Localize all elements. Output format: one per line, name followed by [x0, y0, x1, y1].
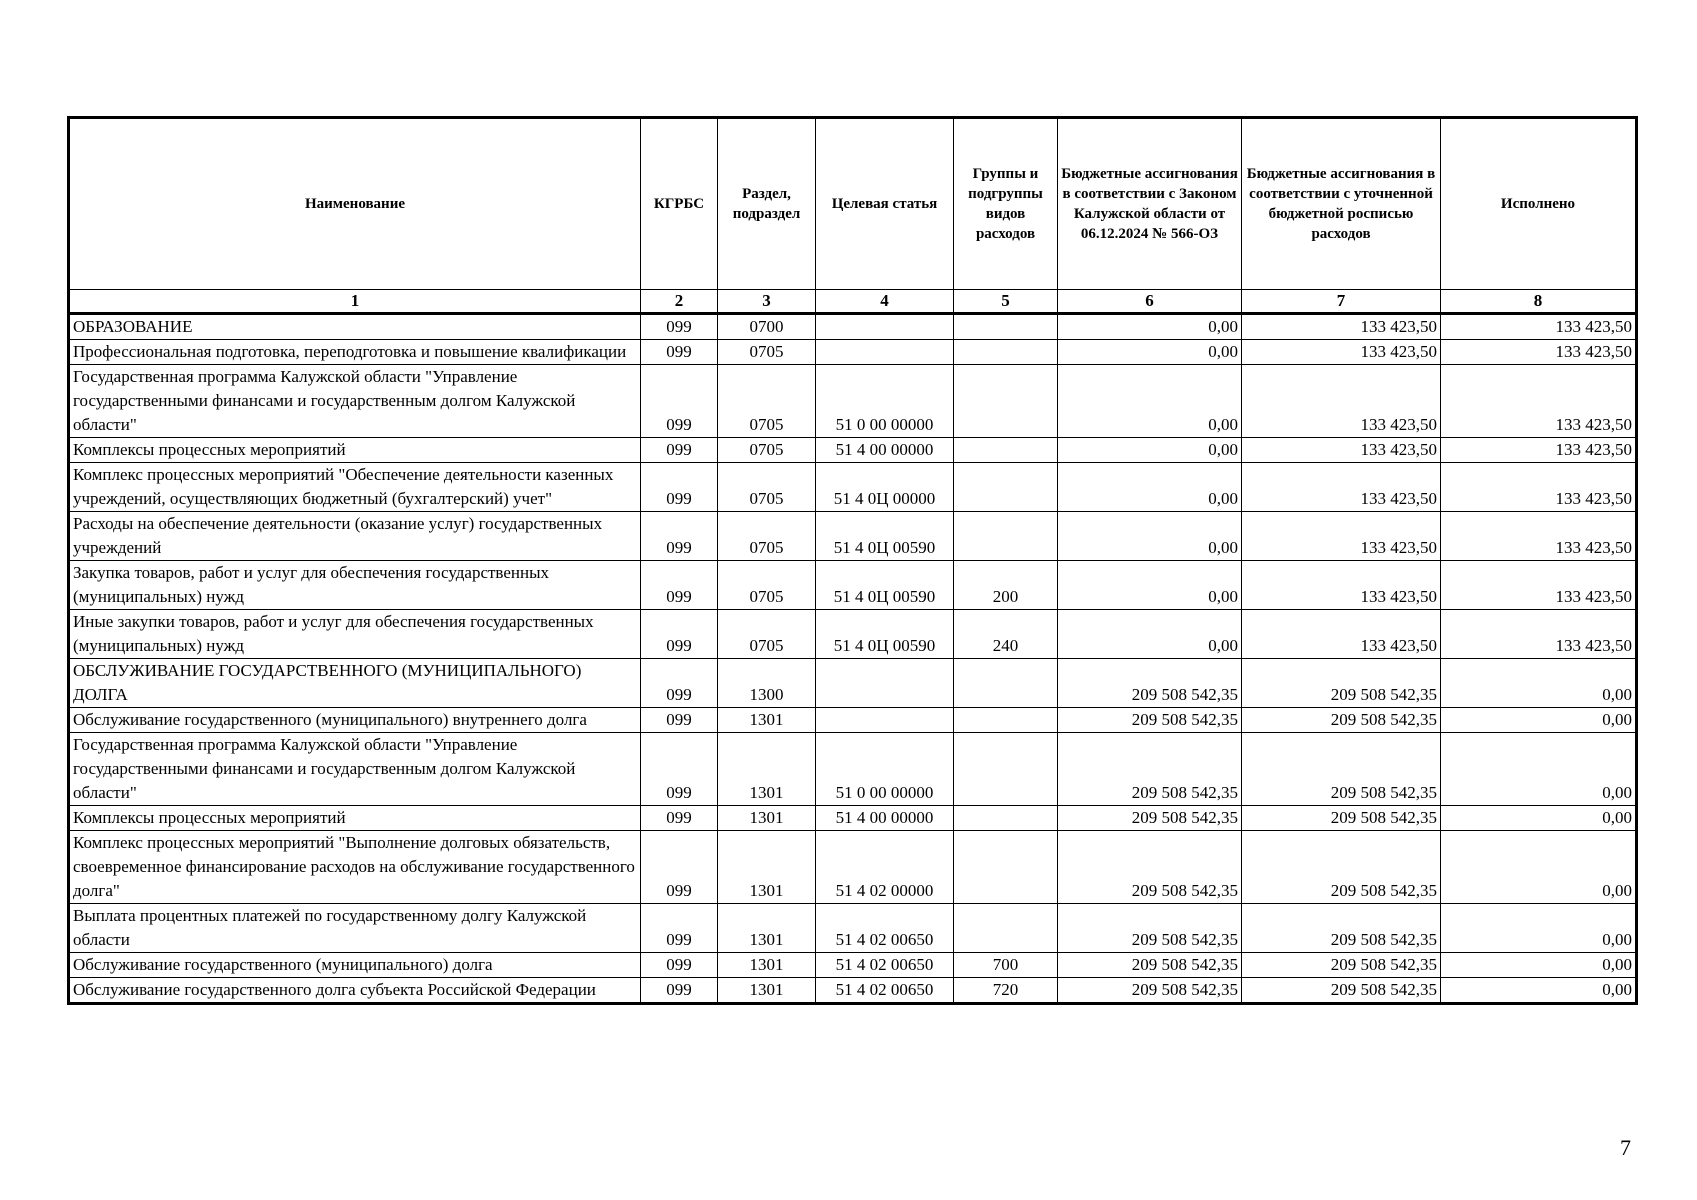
row-name-cell: Профессиональная подготовка, переподготовка и повышение квалификации — [69, 340, 641, 365]
executed-cell: 133 423,50 — [1441, 610, 1637, 659]
row-name-cell: Обслуживание государственного долга субъекта Российской Федерации — [69, 978, 641, 1004]
target-article-cell: 51 4 00 00000 — [816, 806, 954, 831]
expense-group-cell — [954, 806, 1058, 831]
executed-cell: 0,00 — [1441, 953, 1637, 978]
revised-allocation-cell: 209 508 542,35 — [1242, 733, 1441, 806]
executed-cell: 0,00 — [1441, 978, 1637, 1004]
row-name-cell: Обслуживание государственного (муниципального) долга — [69, 953, 641, 978]
table-row — [69, 831, 1637, 904]
revised-allocation-cell: 209 508 542,35 — [1242, 953, 1441, 978]
expense-group-cell: 720 — [954, 978, 1058, 1004]
section-cell: 1301 — [718, 733, 816, 806]
row-name-cell: Комплекс процессных мероприятий "Выполнение долговых обязательств, своевременное финансирование расходов на обслуживание государственного долга" — [69, 831, 641, 904]
expense-group-cell: 240 — [954, 610, 1058, 659]
row-name-cell: ОБРАЗОВАНИЕ — [69, 314, 641, 340]
column-header: Наименование — [69, 118, 641, 290]
revised-allocation-cell: 133 423,50 — [1242, 340, 1441, 365]
target-article-cell — [816, 314, 954, 340]
column-header: Бюджетные ассигнования в соответствии с Законом Калужской области от 06.12.2024 № 566-ОЗ — [1058, 118, 1242, 290]
revised-allocation-cell: 133 423,50 — [1242, 463, 1441, 512]
revised-allocation-cell: 133 423,50 — [1242, 610, 1441, 659]
executed-cell: 0,00 — [1441, 831, 1637, 904]
target-article-cell — [816, 708, 954, 733]
law-allocation-cell: 209 508 542,35 — [1058, 708, 1242, 733]
section-cell: 0705 — [718, 610, 816, 659]
executed-cell: 133 423,50 — [1441, 365, 1637, 438]
revised-allocation-cell: 209 508 542,35 — [1242, 831, 1441, 904]
column-header: Исполнено — [1441, 118, 1637, 290]
law-allocation-cell: 209 508 542,35 — [1058, 733, 1242, 806]
column-number-row — [69, 290, 1637, 314]
table-row — [69, 438, 1637, 463]
table-row — [69, 314, 1637, 340]
target-article-cell: 51 4 02 00650 — [816, 904, 954, 953]
target-article-cell: 51 4 00 00000 — [816, 438, 954, 463]
expense-group-cell — [954, 659, 1058, 708]
table-row — [69, 806, 1637, 831]
column-header: Группы и подгруппы видов расходов — [954, 118, 1058, 290]
column-number: 4 — [816, 290, 954, 314]
column-number: 5 — [954, 290, 1058, 314]
kgrbs-cell: 099 — [641, 463, 718, 512]
target-article-cell: 51 4 02 00650 — [816, 953, 954, 978]
section-cell: 0705 — [718, 365, 816, 438]
executed-cell: 133 423,50 — [1441, 314, 1637, 340]
expense-group-cell — [954, 831, 1058, 904]
row-name-cell: Выплата процентных платежей по государственному долгу Калужской области — [69, 904, 641, 953]
kgrbs-cell: 099 — [641, 438, 718, 463]
column-header: Бюджетные ассигнования в соответствии с уточненной бюджетной росписью расходов — [1242, 118, 1441, 290]
revised-allocation-cell: 133 423,50 — [1242, 438, 1441, 463]
kgrbs-cell: 099 — [641, 365, 718, 438]
kgrbs-cell: 099 — [641, 953, 718, 978]
executed-cell: 133 423,50 — [1441, 438, 1637, 463]
law-allocation-cell: 0,00 — [1058, 512, 1242, 561]
row-name-cell: Государственная программа Калужской области "Управление государственными финансами и государственным долгом Калужской области" — [69, 733, 641, 806]
kgrbs-cell: 099 — [641, 708, 718, 733]
row-name-cell: ОБСЛУЖИВАНИЕ ГОСУДАРСТВЕННОГО (МУНИЦИПАЛЬНОГО) ДОЛГА — [69, 659, 641, 708]
section-cell: 1300 — [718, 659, 816, 708]
expense-group-cell — [954, 314, 1058, 340]
section-cell: 0705 — [718, 512, 816, 561]
row-name-cell: Расходы на обеспечение деятельности (оказание услуг) государственных учреждений — [69, 512, 641, 561]
expense-group-cell — [954, 733, 1058, 806]
kgrbs-cell: 099 — [641, 978, 718, 1004]
row-name-cell: Государственная программа Калужской области "Управление государственными финансами и государственным долгом Калужской области" — [69, 365, 641, 438]
law-allocation-cell: 0,00 — [1058, 438, 1242, 463]
column-header: Целевая статья — [816, 118, 954, 290]
section-cell: 1301 — [718, 904, 816, 953]
target-article-cell: 51 4 0Ц 00590 — [816, 512, 954, 561]
section-cell: 1301 — [718, 978, 816, 1004]
table-row — [69, 512, 1637, 561]
target-article-cell: 51 0 00 00000 — [816, 733, 954, 806]
table-body — [69, 314, 1637, 1004]
expense-group-cell — [954, 438, 1058, 463]
expense-group-cell — [954, 708, 1058, 733]
expense-group-cell — [954, 463, 1058, 512]
table-row — [69, 733, 1637, 806]
kgrbs-cell: 099 — [641, 659, 718, 708]
column-number: 1 — [69, 290, 641, 314]
kgrbs-cell: 099 — [641, 561, 718, 610]
row-name-cell: Обслуживание государственного (муниципального) внутреннего долга — [69, 708, 641, 733]
law-allocation-cell: 209 508 542,35 — [1058, 904, 1242, 953]
expense-group-cell — [954, 512, 1058, 561]
law-allocation-cell: 0,00 — [1058, 365, 1242, 438]
law-allocation-cell: 209 508 542,35 — [1058, 659, 1242, 708]
executed-cell: 0,00 — [1441, 659, 1637, 708]
executed-cell: 0,00 — [1441, 904, 1637, 953]
table-row — [69, 463, 1637, 512]
table-row — [69, 340, 1637, 365]
executed-cell: 0,00 — [1441, 806, 1637, 831]
law-allocation-cell: 0,00 — [1058, 314, 1242, 340]
column-header: КГРБС — [641, 118, 718, 290]
executed-cell: 133 423,50 — [1441, 340, 1637, 365]
target-article-cell: 51 0 00 00000 — [816, 365, 954, 438]
expense-group-cell — [954, 904, 1058, 953]
target-article-cell — [816, 340, 954, 365]
section-cell: 0705 — [718, 463, 816, 512]
section-cell: 0705 — [718, 561, 816, 610]
target-article-cell: 51 4 0Ц 00590 — [816, 561, 954, 610]
revised-allocation-cell: 209 508 542,35 — [1242, 659, 1441, 708]
section-cell: 1301 — [718, 831, 816, 904]
page-number: 7 — [1620, 1135, 1631, 1160]
table-row — [69, 365, 1637, 438]
column-number: 7 — [1242, 290, 1441, 314]
kgrbs-cell: 099 — [641, 314, 718, 340]
kgrbs-cell: 099 — [641, 512, 718, 561]
table-row — [69, 953, 1637, 978]
table-row — [69, 610, 1637, 659]
section-cell: 0700 — [718, 314, 816, 340]
target-article-cell: 51 4 0Ц 00590 — [816, 610, 954, 659]
target-article-cell: 51 4 02 00650 — [816, 978, 954, 1004]
row-name-cell: Комплексы процессных мероприятий — [69, 438, 641, 463]
revised-allocation-cell: 209 508 542,35 — [1242, 708, 1441, 733]
revised-allocation-cell: 133 423,50 — [1242, 512, 1441, 561]
section-cell: 1301 — [718, 806, 816, 831]
law-allocation-cell: 209 508 542,35 — [1058, 806, 1242, 831]
budget-table — [67, 116, 1638, 1005]
table-row — [69, 978, 1637, 1004]
column-header: Раздел, подраздел — [718, 118, 816, 290]
section-cell: 1301 — [718, 953, 816, 978]
revised-allocation-cell: 209 508 542,35 — [1242, 904, 1441, 953]
revised-allocation-cell: 209 508 542,35 — [1242, 978, 1441, 1004]
kgrbs-cell: 099 — [641, 904, 718, 953]
expense-group-cell: 700 — [954, 953, 1058, 978]
column-number: 3 — [718, 290, 816, 314]
kgrbs-cell: 099 — [641, 610, 718, 659]
section-cell: 1301 — [718, 708, 816, 733]
row-name-cell: Иные закупки товаров, работ и услуг для обеспечения государственных (муниципальных) нужд — [69, 610, 641, 659]
row-name-cell: Комплексы процессных мероприятий — [69, 806, 641, 831]
row-name-cell: Закупка товаров, работ и услуг для обеспечения государственных (муниципальных) нужд — [69, 561, 641, 610]
executed-cell: 0,00 — [1441, 708, 1637, 733]
law-allocation-cell: 209 508 542,35 — [1058, 953, 1242, 978]
expense-group-cell — [954, 365, 1058, 438]
column-number: 8 — [1441, 290, 1637, 314]
table-row — [69, 659, 1637, 708]
kgrbs-cell: 099 — [641, 733, 718, 806]
target-article-cell: 51 4 02 00000 — [816, 831, 954, 904]
expense-group-cell: 200 — [954, 561, 1058, 610]
table-row — [69, 904, 1637, 953]
section-cell: 0705 — [718, 340, 816, 365]
revised-allocation-cell: 133 423,50 — [1242, 314, 1441, 340]
kgrbs-cell: 099 — [641, 831, 718, 904]
law-allocation-cell: 209 508 542,35 — [1058, 831, 1242, 904]
executed-cell: 133 423,50 — [1441, 561, 1637, 610]
revised-allocation-cell: 133 423,50 — [1242, 561, 1441, 610]
law-allocation-cell: 0,00 — [1058, 610, 1242, 659]
row-name-cell: Комплекс процессных мероприятий "Обеспечение деятельности казенных учреждений, осуществляющих бюджетный (бухгалтерский) учет" — [69, 463, 641, 512]
law-allocation-cell: 209 508 542,35 — [1058, 978, 1242, 1004]
header-row — [69, 118, 1637, 290]
kgrbs-cell: 099 — [641, 340, 718, 365]
column-number: 6 — [1058, 290, 1242, 314]
kgrbs-cell: 099 — [641, 806, 718, 831]
revised-allocation-cell: 209 508 542,35 — [1242, 806, 1441, 831]
executed-cell: 0,00 — [1441, 733, 1637, 806]
table-row — [69, 561, 1637, 610]
law-allocation-cell: 0,00 — [1058, 340, 1242, 365]
executed-cell: 133 423,50 — [1441, 512, 1637, 561]
target-article-cell — [816, 659, 954, 708]
law-allocation-cell: 0,00 — [1058, 561, 1242, 610]
table-row — [69, 708, 1637, 733]
executed-cell: 133 423,50 — [1441, 463, 1637, 512]
expense-group-cell — [954, 340, 1058, 365]
revised-allocation-cell: 133 423,50 — [1242, 365, 1441, 438]
section-cell: 0705 — [718, 438, 816, 463]
law-allocation-cell: 0,00 — [1058, 463, 1242, 512]
target-article-cell: 51 4 0Ц 00000 — [816, 463, 954, 512]
column-number: 2 — [641, 290, 718, 314]
